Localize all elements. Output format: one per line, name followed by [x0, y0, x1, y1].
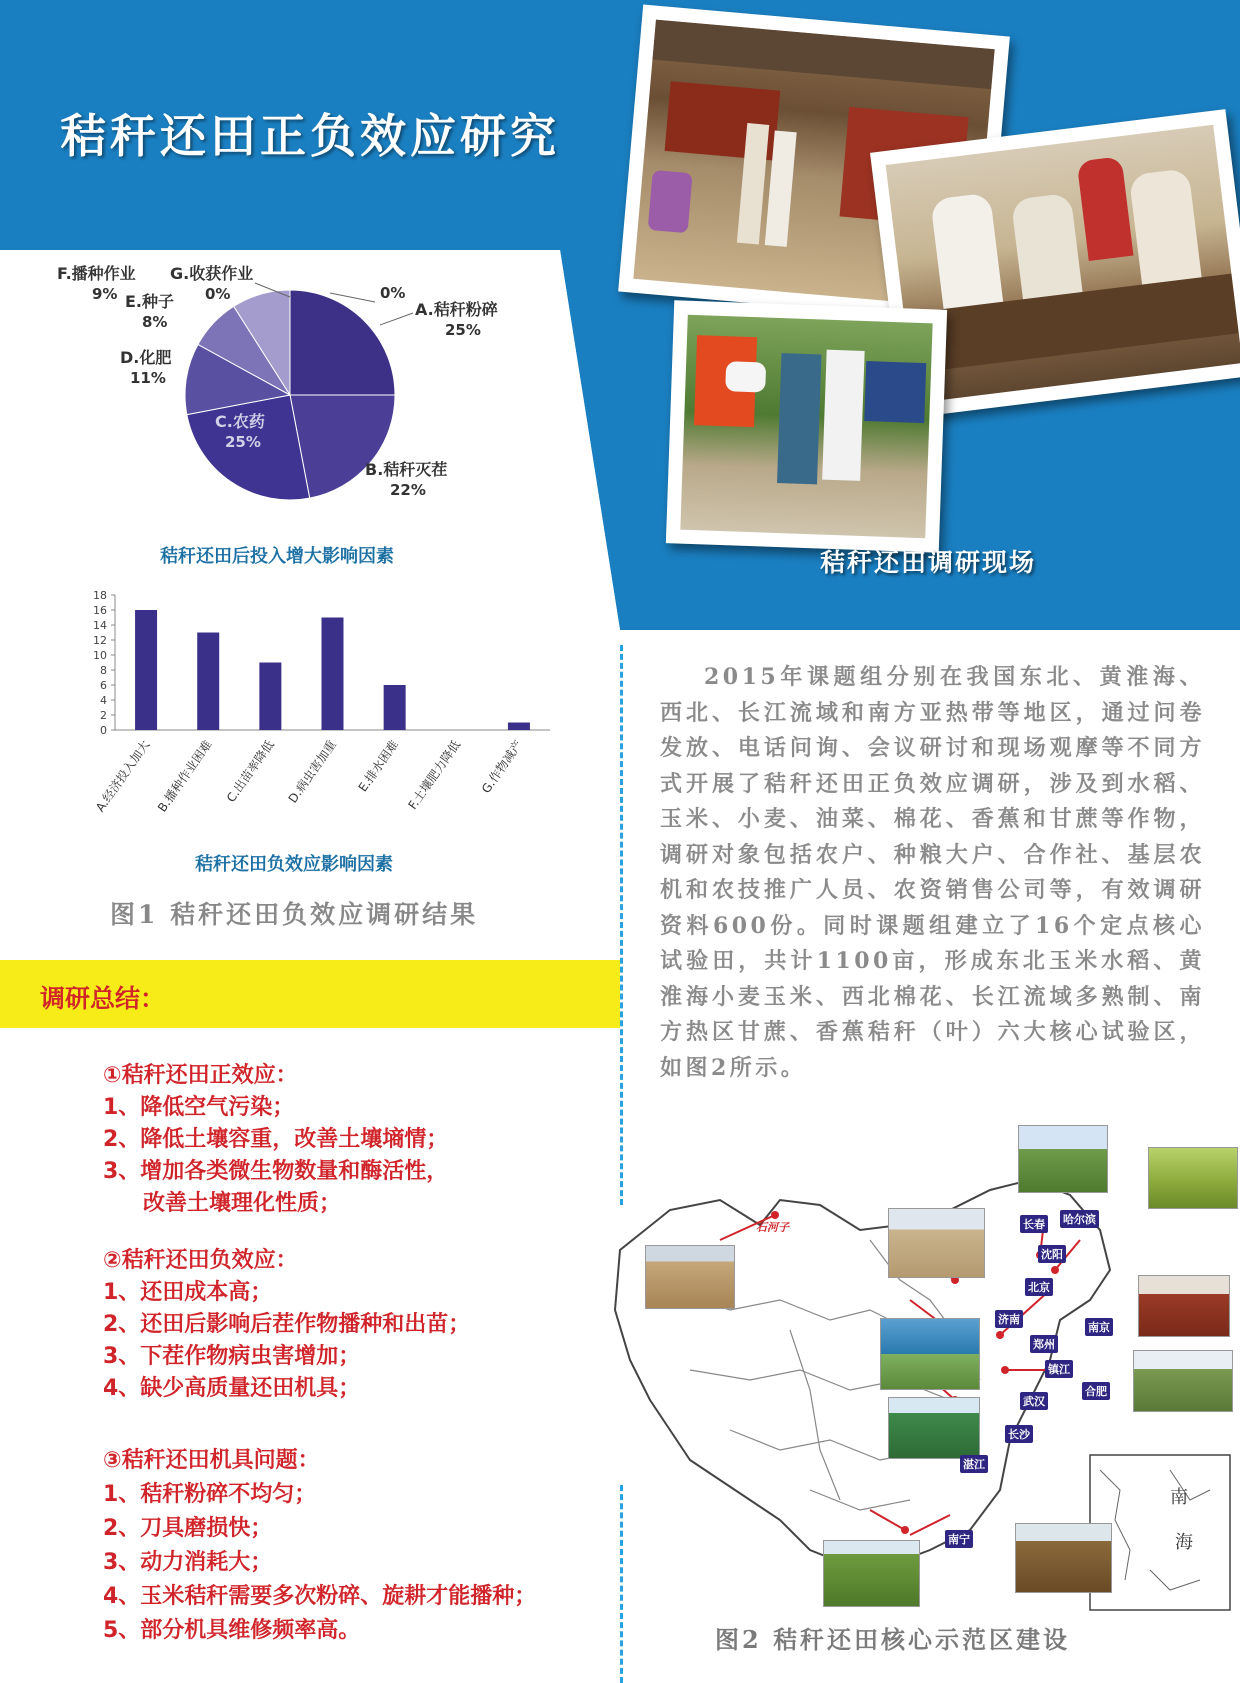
bar-chart-caption: 秸秆还田负效应影响因素 [195, 854, 393, 875]
pie-label: C.农药 [215, 412, 265, 431]
map-label: 长沙 [1005, 1425, 1033, 1443]
map-label: 哈尔滨 [1060, 1210, 1099, 1228]
pie-leader-line [380, 313, 413, 325]
pie-percent: 25% [225, 433, 261, 451]
map-label: 北京 [1025, 1278, 1053, 1296]
bar-category-label: C.出苗率降低 [223, 737, 277, 805]
section2-title: ②秸秆还田负效应： [103, 1248, 298, 1273]
bar-y-tick-label: 2 [100, 709, 107, 722]
map-point [1001, 1366, 1009, 1374]
intro-paragraph-block [660, 660, 1205, 1086]
map-photo-field-2 [888, 1208, 985, 1278]
bar-chart [60, 580, 560, 845]
section1-item: 改善土壤理化性质； [143, 1191, 342, 1216]
pie-slice [290, 290, 395, 395]
pie-percent: 25% [445, 321, 481, 339]
section1-item: 3、增加各类微生物数量和酶活性， [103, 1159, 449, 1184]
bar-y-tick-label: 14 [93, 619, 107, 632]
map-photo-field-8 [888, 1397, 980, 1459]
south-sea-char-1: 南 [1170, 1487, 1188, 1508]
bar [384, 685, 406, 730]
map-label: 南宁 [945, 1530, 973, 1548]
pie-percent: 0% [205, 285, 231, 303]
section1-item: 2、降低土壤容重，改善土壤墒情； [103, 1127, 449, 1152]
section3-item: 2、刀具磨损快； [103, 1516, 273, 1541]
bar-category-label: F.土壤肥力降低 [405, 737, 464, 812]
map-point [996, 1331, 1004, 1339]
map-label: 合肥 [1082, 1382, 1110, 1400]
map-photo-field-6 [1133, 1350, 1233, 1412]
map-point [1051, 1266, 1059, 1274]
map-photo-field-1 [645, 1245, 735, 1309]
bar-category-label: D.病虫害加重 [285, 737, 339, 806]
map-label: 镇江 [1045, 1360, 1073, 1378]
photo-sprayer-image [680, 315, 932, 538]
photo-sprayer [666, 300, 947, 552]
bar-y-tick-label: 10 [93, 649, 107, 662]
section3-title: ③秸秆还田机具问题： [103, 1448, 320, 1473]
bar-y-tick-label: 6 [100, 679, 107, 692]
bar-category-label: G.作物减产 [478, 737, 526, 796]
photo-caption: 秸秆还田调研现场 [820, 548, 1037, 577]
bar-labels [92, 737, 525, 814]
map-label: 济南 [995, 1310, 1023, 1328]
figure1-caption: 图1 秸秆还田负效应调研结果 [110, 900, 479, 929]
bar [508, 723, 530, 731]
map-photo-field-4 [1148, 1147, 1238, 1209]
pie-percent: 11% [130, 369, 166, 387]
pie-label: E.种子 [125, 292, 175, 311]
bar-marks [135, 610, 530, 730]
bar-category-label: E.排水困难 [355, 737, 402, 795]
map-label: 湛江 [960, 1455, 988, 1473]
pie-percent: 9% [92, 285, 118, 303]
section1-item: 1、降低空气污染； [103, 1095, 295, 1120]
map-label: 长春 [1020, 1215, 1048, 1233]
section2-item: 3、下茬作物病虫害增加； [103, 1344, 361, 1369]
pie-percent: 8% [142, 313, 168, 331]
map-label: 武汉 [1020, 1392, 1048, 1410]
figure2-caption: 图2 秸秆还田核心示范区建设 [715, 1625, 1071, 1654]
section2-item: 4、缺少高质量还田机具； [103, 1376, 361, 1401]
pie-chart [30, 265, 590, 535]
intro-paragraph: 2015年课题组分别在我国东北、黄淮海、西北、长江流域和南方亚热带等地区，通过问卷发放、电话问询、会议研讨和现场观摩等不同方式开展了秸秆还田正负效应调研，涉及到水稻、玉米、小麦、油菜、棉花、香蕉和甘蔗等作物，调研对象包括农户、种粮大户、合作社、基层农机和农技推广人员、农资销售公司等，有效调研资料600份。同时课题组建立了16个定点核心试验田，共计1100亩，形成东北玉米水稻、黄淮海小麦玉米、西北棉花、长江流域多熟制、南方热区甘蔗、香蕉秸秆（叶）六大核心试验区，如图2所示。 [660, 664, 1205, 1081]
map-label: 沈阳 [1038, 1245, 1066, 1263]
section2-item: 1、还田成本高； [103, 1280, 273, 1305]
section1-title: ①秸秆还田正效应： [103, 1063, 298, 1088]
bar-category-label: B.播种作业困难 [154, 737, 215, 815]
section3-item: 5、部分机具维修频率高。 [103, 1618, 361, 1643]
section3-item: 1、秸秆粉碎不均匀； [103, 1482, 317, 1507]
map-label: 郑州 [1030, 1335, 1058, 1353]
section2-item: 2、还田后影响后茬作物播种和出苗； [103, 1312, 471, 1337]
pie-label: G.收获作业 [170, 265, 254, 283]
bar-y-tick-label: 8 [100, 664, 107, 677]
pie-label: A.秸秆粉碎 [415, 300, 498, 319]
section3-item: 4、玉米秸秆需要多次粉碎、旋耕才能播种； [103, 1584, 537, 1609]
summary-heading: 调研总结： [40, 984, 166, 1013]
map-outline [615, 1180, 1110, 1570]
section3-item: 3、动力消耗大； [103, 1550, 273, 1575]
map-photo-field-5 [1138, 1275, 1230, 1337]
pie-extra-label: 0% [380, 284, 406, 302]
pie-label: F.播种作业 [57, 265, 136, 283]
map-photo-field-7 [880, 1318, 980, 1390]
bar [322, 618, 344, 731]
page-title: 秸秆还田正负效应研究 [60, 109, 560, 163]
bar-y-tick-label: 4 [100, 694, 107, 707]
pie-chart-caption: 秸秆还田后投入增大影响因素 [160, 546, 394, 567]
pie-slices [185, 290, 395, 500]
map-label: 石河子 [756, 1221, 789, 1234]
bar-y-tick-label: 0 [100, 724, 107, 737]
bar-y-tick-label: 12 [93, 634, 107, 647]
map-photo-field-9 [823, 1540, 920, 1607]
pie-label: D.化肥 [120, 348, 172, 367]
pie-percent: 22% [390, 481, 426, 499]
divider-dashed-upper [620, 645, 623, 1205]
map-photo-field-10 [1015, 1523, 1112, 1593]
bar [197, 633, 219, 731]
bar-y-tick-label: 18 [93, 589, 107, 602]
map-photo-field-3 [1018, 1125, 1108, 1193]
bar-y-tick-label: 16 [93, 604, 107, 617]
bar [135, 610, 157, 730]
map-label: 南京 [1085, 1318, 1113, 1336]
bar [259, 663, 281, 731]
south-sea-char-2: 海 [1175, 1532, 1193, 1553]
bar-category-label: A.经济投入加大 [92, 737, 153, 815]
pie-label: B.秸秆灭茬 [365, 460, 448, 479]
map-point [901, 1526, 909, 1534]
